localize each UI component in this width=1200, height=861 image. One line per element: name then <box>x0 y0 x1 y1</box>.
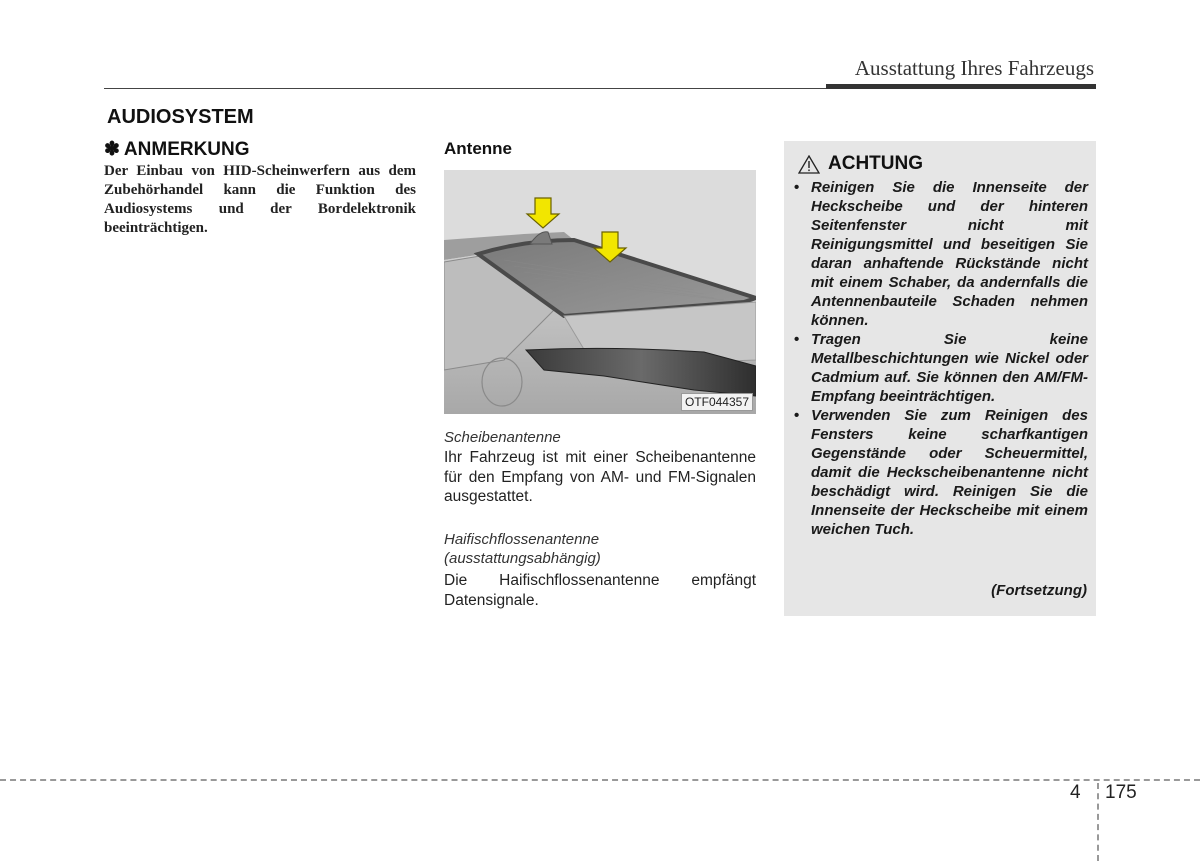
glass-antenna-body: Ihr Fahrzeug ist mit einer Scheibenantenne für den Empfang von AM- und FM-Signalen ausgestattet. <box>444 449 756 505</box>
header-accent-bar <box>826 84 1096 89</box>
shark-fin-heading-line2: (ausstattungsabhängig) <box>444 550 601 567</box>
caution-box <box>784 141 1096 616</box>
shark-fin-heading-line1: Haifischflossenantenne <box>444 531 600 548</box>
caution-item: • Tragen Sie keine Metallbeschichtungen wie Nickel oder Cadmium auf. Sie können den AM/FM-Empfang beeinträchtigen. <box>794 331 1088 405</box>
warning-triangle-icon <box>798 155 820 174</box>
antenna-figure <box>444 170 756 414</box>
chapter-title: Ausstattung Ihres Fahrzeugs <box>854 56 1094 80</box>
antenna-heading: Antenne <box>444 139 512 158</box>
caution-item: • Verwenden Sie zum Reinigen des Fensters keine scharfkantigen Gegenstände oder Scheuermittel, damit die Heckscheibenantenne nicht beschädigt wird. Reinigen Sie die Innenseite der Heckscheibe mit einem weichen Tuch. <box>794 407 1088 538</box>
caution-item: • Reinigen Sie die Innenseite der Heckscheibe und der hinteren Seitenfenster nicht mit Reinigungsmittel und beseitigen Sie daran anhaftende Rückstände nicht mit einem Schaber, da andernfalls die Antennenbauteile Schaden nehmen können. <box>794 179 1088 329</box>
shark-fin-heading <box>444 530 756 568</box>
page-number: 175 <box>1105 782 1137 803</box>
note-heading <box>104 138 250 161</box>
footer-dashed-rule <box>0 779 1200 781</box>
note-heading-label: ANMERKUNG <box>123 139 250 160</box>
continuation-note: (Fortsetzung) <box>991 582 1087 599</box>
caution-heading <box>798 153 923 175</box>
figure-code: OTF044357 <box>681 393 753 411</box>
car-rear-illustration <box>444 170 756 414</box>
chapter-number: 4 <box>1070 782 1081 803</box>
glass-antenna-heading: Scheibenantenne <box>444 429 561 446</box>
shark-fin-body: Die Haifischflossenantenne empfängt Datensignale. <box>444 572 756 609</box>
caution-heading-label: ACHTUNG <box>828 153 923 174</box>
note-asterisk-icon: ✽ <box>104 139 120 160</box>
note-body: Der Einbau von HID-Scheinwerfern aus dem Zubehörhandel kann die Funktion des Audiosystems und der Bordelektronik beeinträchtigen. <box>104 163 416 236</box>
caution-list <box>792 178 1088 539</box>
footer-dashed-divider <box>1097 783 1099 861</box>
section-title: AUDIOSYSTEM <box>107 106 254 128</box>
